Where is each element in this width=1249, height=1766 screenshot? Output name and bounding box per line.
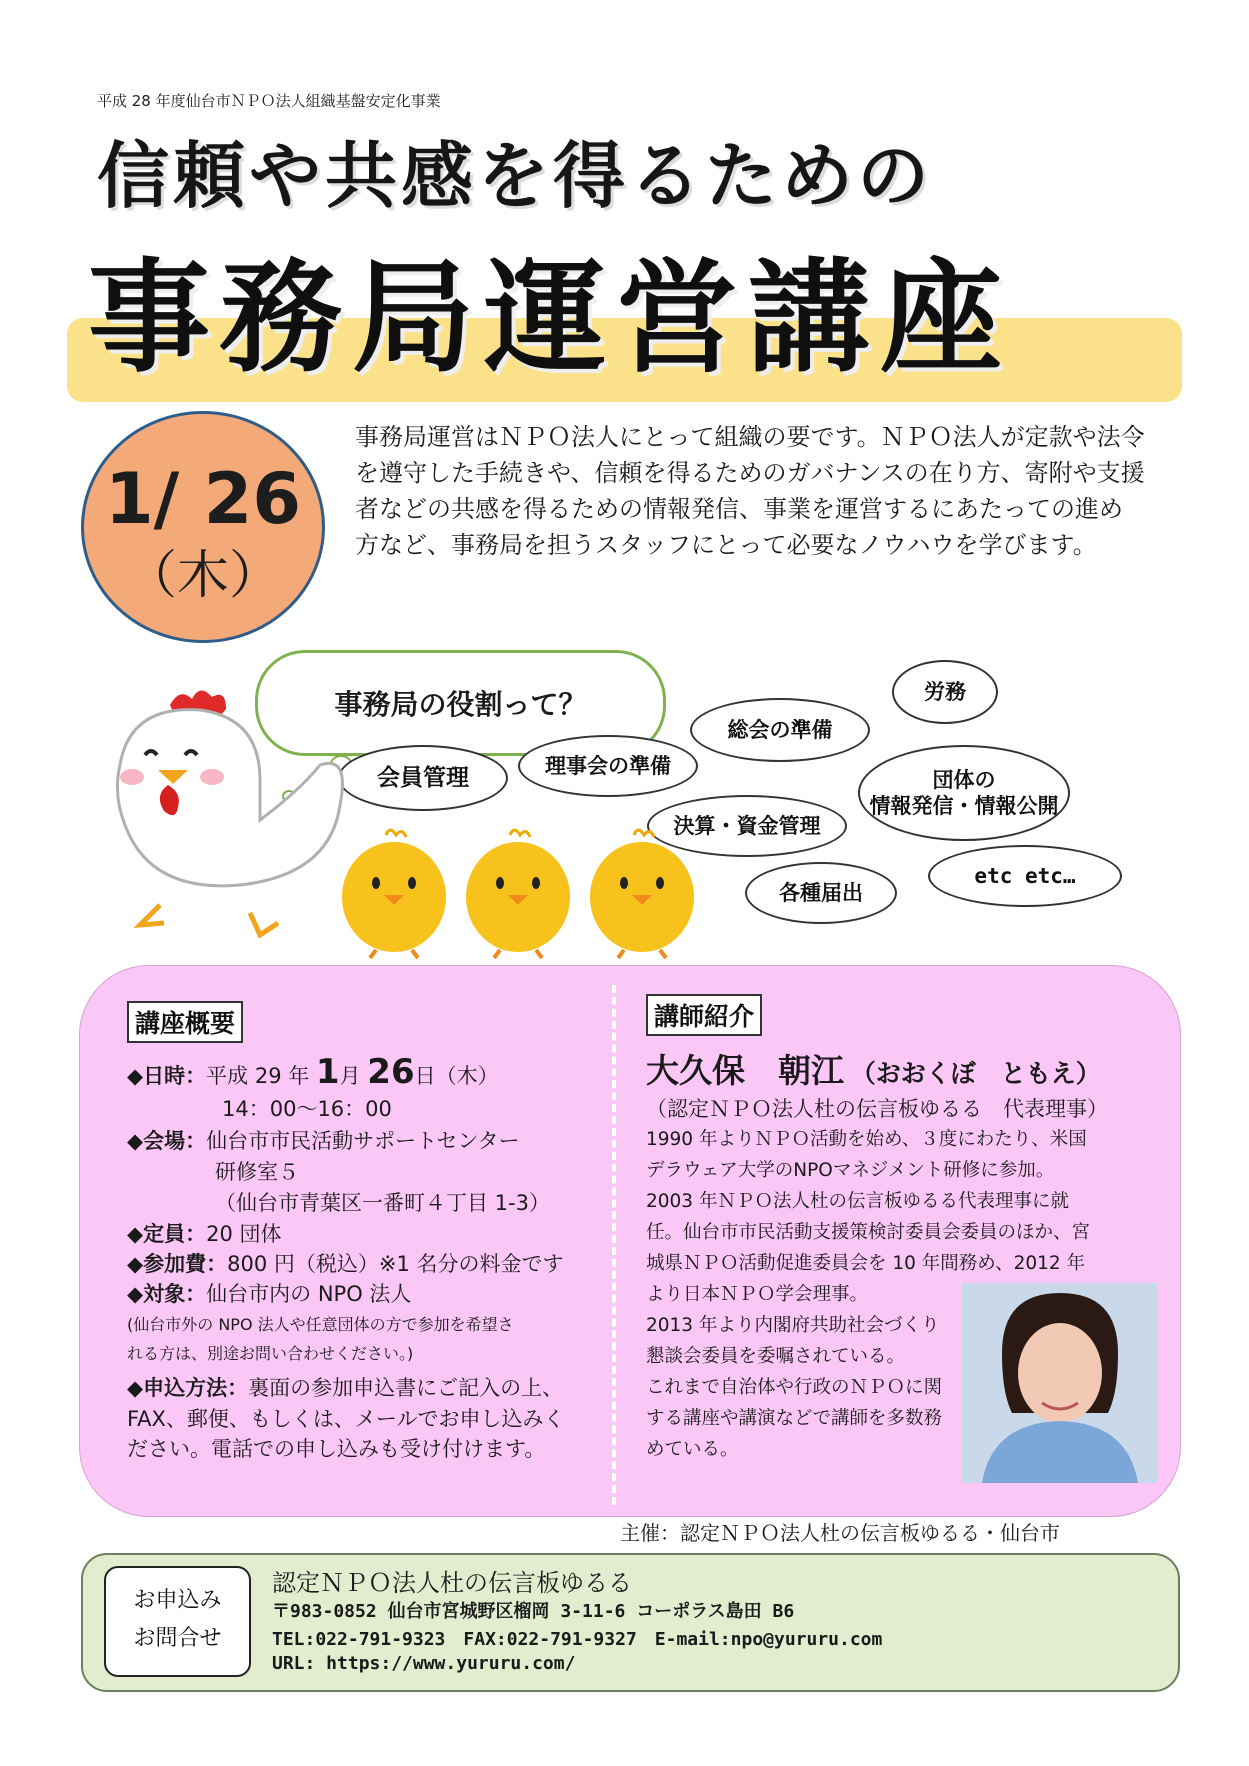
- overview-apply-line2: FAX、郵便、もしくは、メールでお申し込みく: [127, 1407, 565, 1431]
- overview-target: [127, 1278, 411, 1308]
- bubble-general-meeting-prep-text: 総会の準備: [727, 717, 833, 742]
- overview-date-month-unit: 月: [339, 1064, 361, 1088]
- bubble-info-disclosure-line2: 情報発信・情報公開: [869, 794, 1059, 818]
- panel-divider: [612, 985, 616, 1505]
- lecturer-bio-line: 1990 年よりＮＰＯ活動を始め、３度にわたり、米国: [646, 1129, 1087, 1150]
- lecturer-bio-line: 2013 年より内閣府共助社会づくり: [646, 1315, 940, 1336]
- overview-venue-name: 仙台市市民活動サポートセンター: [206, 1129, 520, 1153]
- bubble-labor-text: 労務: [924, 679, 966, 704]
- bubble-info-disclosure-line1: 団体の: [932, 767, 996, 792]
- bubble-general-meeting-prep: [690, 698, 870, 762]
- lecturer-bio-line: 懇談会委員を委嘱されている。: [646, 1346, 906, 1367]
- contact-label-line1: お申込み: [133, 1588, 222, 1613]
- lecturer-bio-line: 2003 年ＮＰＯ法人杜の伝言板ゆるる代表理事に就: [646, 1191, 1069, 1212]
- org-name: 認定ＮＰＯ法人杜の伝言板ゆるる: [272, 1569, 632, 1597]
- bubble-member-management: [338, 745, 508, 811]
- overview-capacity-value: 20 団体: [206, 1222, 282, 1246]
- overview-capacity: [127, 1218, 282, 1248]
- lecturer-affiliation: （認定ＮＰＯ法人杜の伝言板ゆるる 代表理事）: [646, 1097, 1108, 1121]
- overview-time: 14：00〜16：00: [222, 1097, 392, 1121]
- organizer: 主催：認定ＮＰＯ法人杜の伝言板ゆるる・仙台市: [620, 1521, 1060, 1545]
- lecturer-heading: 講師紹介: [646, 994, 762, 1036]
- lecturer-bio-line: これまで自治体や行政のＮＰＯに関: [646, 1377, 943, 1398]
- lecturer-name: 大久保 朝江: [646, 1051, 844, 1090]
- overview-date-day-unit: 日（木）: [414, 1064, 499, 1088]
- bubble-filings-text: 各種届出: [779, 880, 863, 905]
- overview-target-label: ◆対象：: [127, 1282, 207, 1306]
- thought-cloud-text: 事務局の役割って？: [334, 688, 587, 721]
- overview-fee-label: ◆参加費：: [127, 1252, 228, 1276]
- overview-apply-label: ◆申込方法：: [127, 1376, 249, 1400]
- org-tel-fax-email[interactable]: TEL:022-791-9323 FAX:022-791-9327 E-mail:npo@yururu.com: [272, 1629, 883, 1650]
- bubble-labor: [892, 660, 998, 724]
- date-badge: [81, 411, 325, 643]
- lecturer-bio-line: 城県ＮＰＯ活動促進委員会を 10 年間務め、2012 年: [646, 1253, 1086, 1274]
- bubble-accounting-text: 決算・資金管理: [673, 813, 821, 838]
- overview-target-note-2: れる方は、別途お問い合わせください。): [127, 1344, 414, 1363]
- bubble-board-prep-text: 理事会の準備: [545, 753, 671, 778]
- overview-target-note-1: (仙台市外の NPO 法人や任意団体の方で参加を希望さ: [127, 1315, 514, 1334]
- lecturer-bio-line: する講座や講演などで講師を多数務: [646, 1408, 943, 1429]
- chick-illustration: [582, 825, 702, 960]
- overview-venue-address: （仙台市青葉区一番町４丁目 1-3）: [215, 1191, 550, 1215]
- hen-illustration: [100, 685, 360, 955]
- overview-date-month: 1: [315, 1052, 340, 1092]
- lecturer-bio-line: より日本ＮＰＯ学会理事。: [646, 1284, 869, 1305]
- overview-date-era: 平成 29 年: [206, 1064, 310, 1088]
- date-badge-date: 1/ 26: [104, 458, 302, 540]
- contact-label-box: [104, 1566, 251, 1677]
- intro-paragraph: 事務局運営はＮＰＯ法人にとって組織の要です。ＮＰＯ法人が定款や法令を遵守した手続きや、信頼を得るためのガバナンスの在り方、寄附や支援者などの共感を得るための情報発信、事業を運営するにあたっての進め方など、事務局を担うスタッフにとって必要なノウハウを学びます。: [355, 423, 1145, 559]
- org-url-link[interactable]: URL: https://www.yururu.com/: [272, 1653, 576, 1674]
- overview-fee: [127, 1248, 564, 1278]
- overview-apply-line3: ださい。電話での申し込みも受け付けます。: [127, 1437, 546, 1461]
- lecturer-bio-line: めている。: [646, 1439, 739, 1460]
- bubble-etc-text: etc etc…: [974, 863, 1076, 888]
- contact-label-line2: お問合せ: [133, 1626, 222, 1651]
- subsidy-program-label: 平成 28 年度仙台市ＮＰＯ法人組織基盤安定化事業: [97, 92, 441, 110]
- overview-heading: 講座概要: [127, 1001, 243, 1043]
- overview-capacity-label: ◆定員：: [127, 1222, 207, 1246]
- bubble-etc: [928, 845, 1122, 907]
- overview-date-label: ◆日時：: [127, 1064, 207, 1088]
- overview-venue-label: ◆会場：: [127, 1129, 207, 1153]
- lecturer-bio-line: 任。仙台市市民活動支援策検討委員会委員のほか、宮: [646, 1222, 1091, 1243]
- overview-target-value: 仙台市内の NPO 法人: [206, 1282, 412, 1306]
- bubble-info-disclosure: [858, 745, 1070, 841]
- bubble-info-disclosure-text: [870, 767, 1059, 820]
- overview-venue-room: 研修室５: [215, 1160, 299, 1184]
- bubble-filings: [745, 862, 897, 924]
- overview-fee-value: 800 円（税込）※1 名分の料金です: [227, 1252, 564, 1276]
- date-badge-day: （木）: [124, 546, 281, 606]
- org-address: 〒983-0852 仙台市宮城野区榴岡 3-11-6 コーポラス島田 B6: [272, 1601, 795, 1622]
- lecturer-name-line: [646, 1045, 1101, 1092]
- overview-date-day: 26: [367, 1052, 415, 1092]
- overview-apply: [127, 1372, 563, 1402]
- lecturer-kana: （おおくぼ ともえ）: [850, 1059, 1101, 1088]
- overview-date: [127, 1052, 499, 1092]
- title-line-2: 事務局運営講座: [88, 247, 1012, 389]
- bubble-member-management-text: 会員管理: [377, 764, 469, 791]
- bubble-board-prep: [518, 735, 698, 797]
- lecturer-bio-line: デラウェア大学のNPOマネジメント研修に参加。: [646, 1160, 1055, 1181]
- overview-venue: [127, 1125, 520, 1155]
- chick-illustration: [458, 825, 578, 960]
- overview-apply-line1: 裏面の参加申込書にご記入の上、: [248, 1376, 564, 1400]
- lecturer-photo: [962, 1283, 1157, 1483]
- chick-illustration: [334, 825, 454, 960]
- title-line-1: 信頼や共感を得るための: [97, 134, 934, 218]
